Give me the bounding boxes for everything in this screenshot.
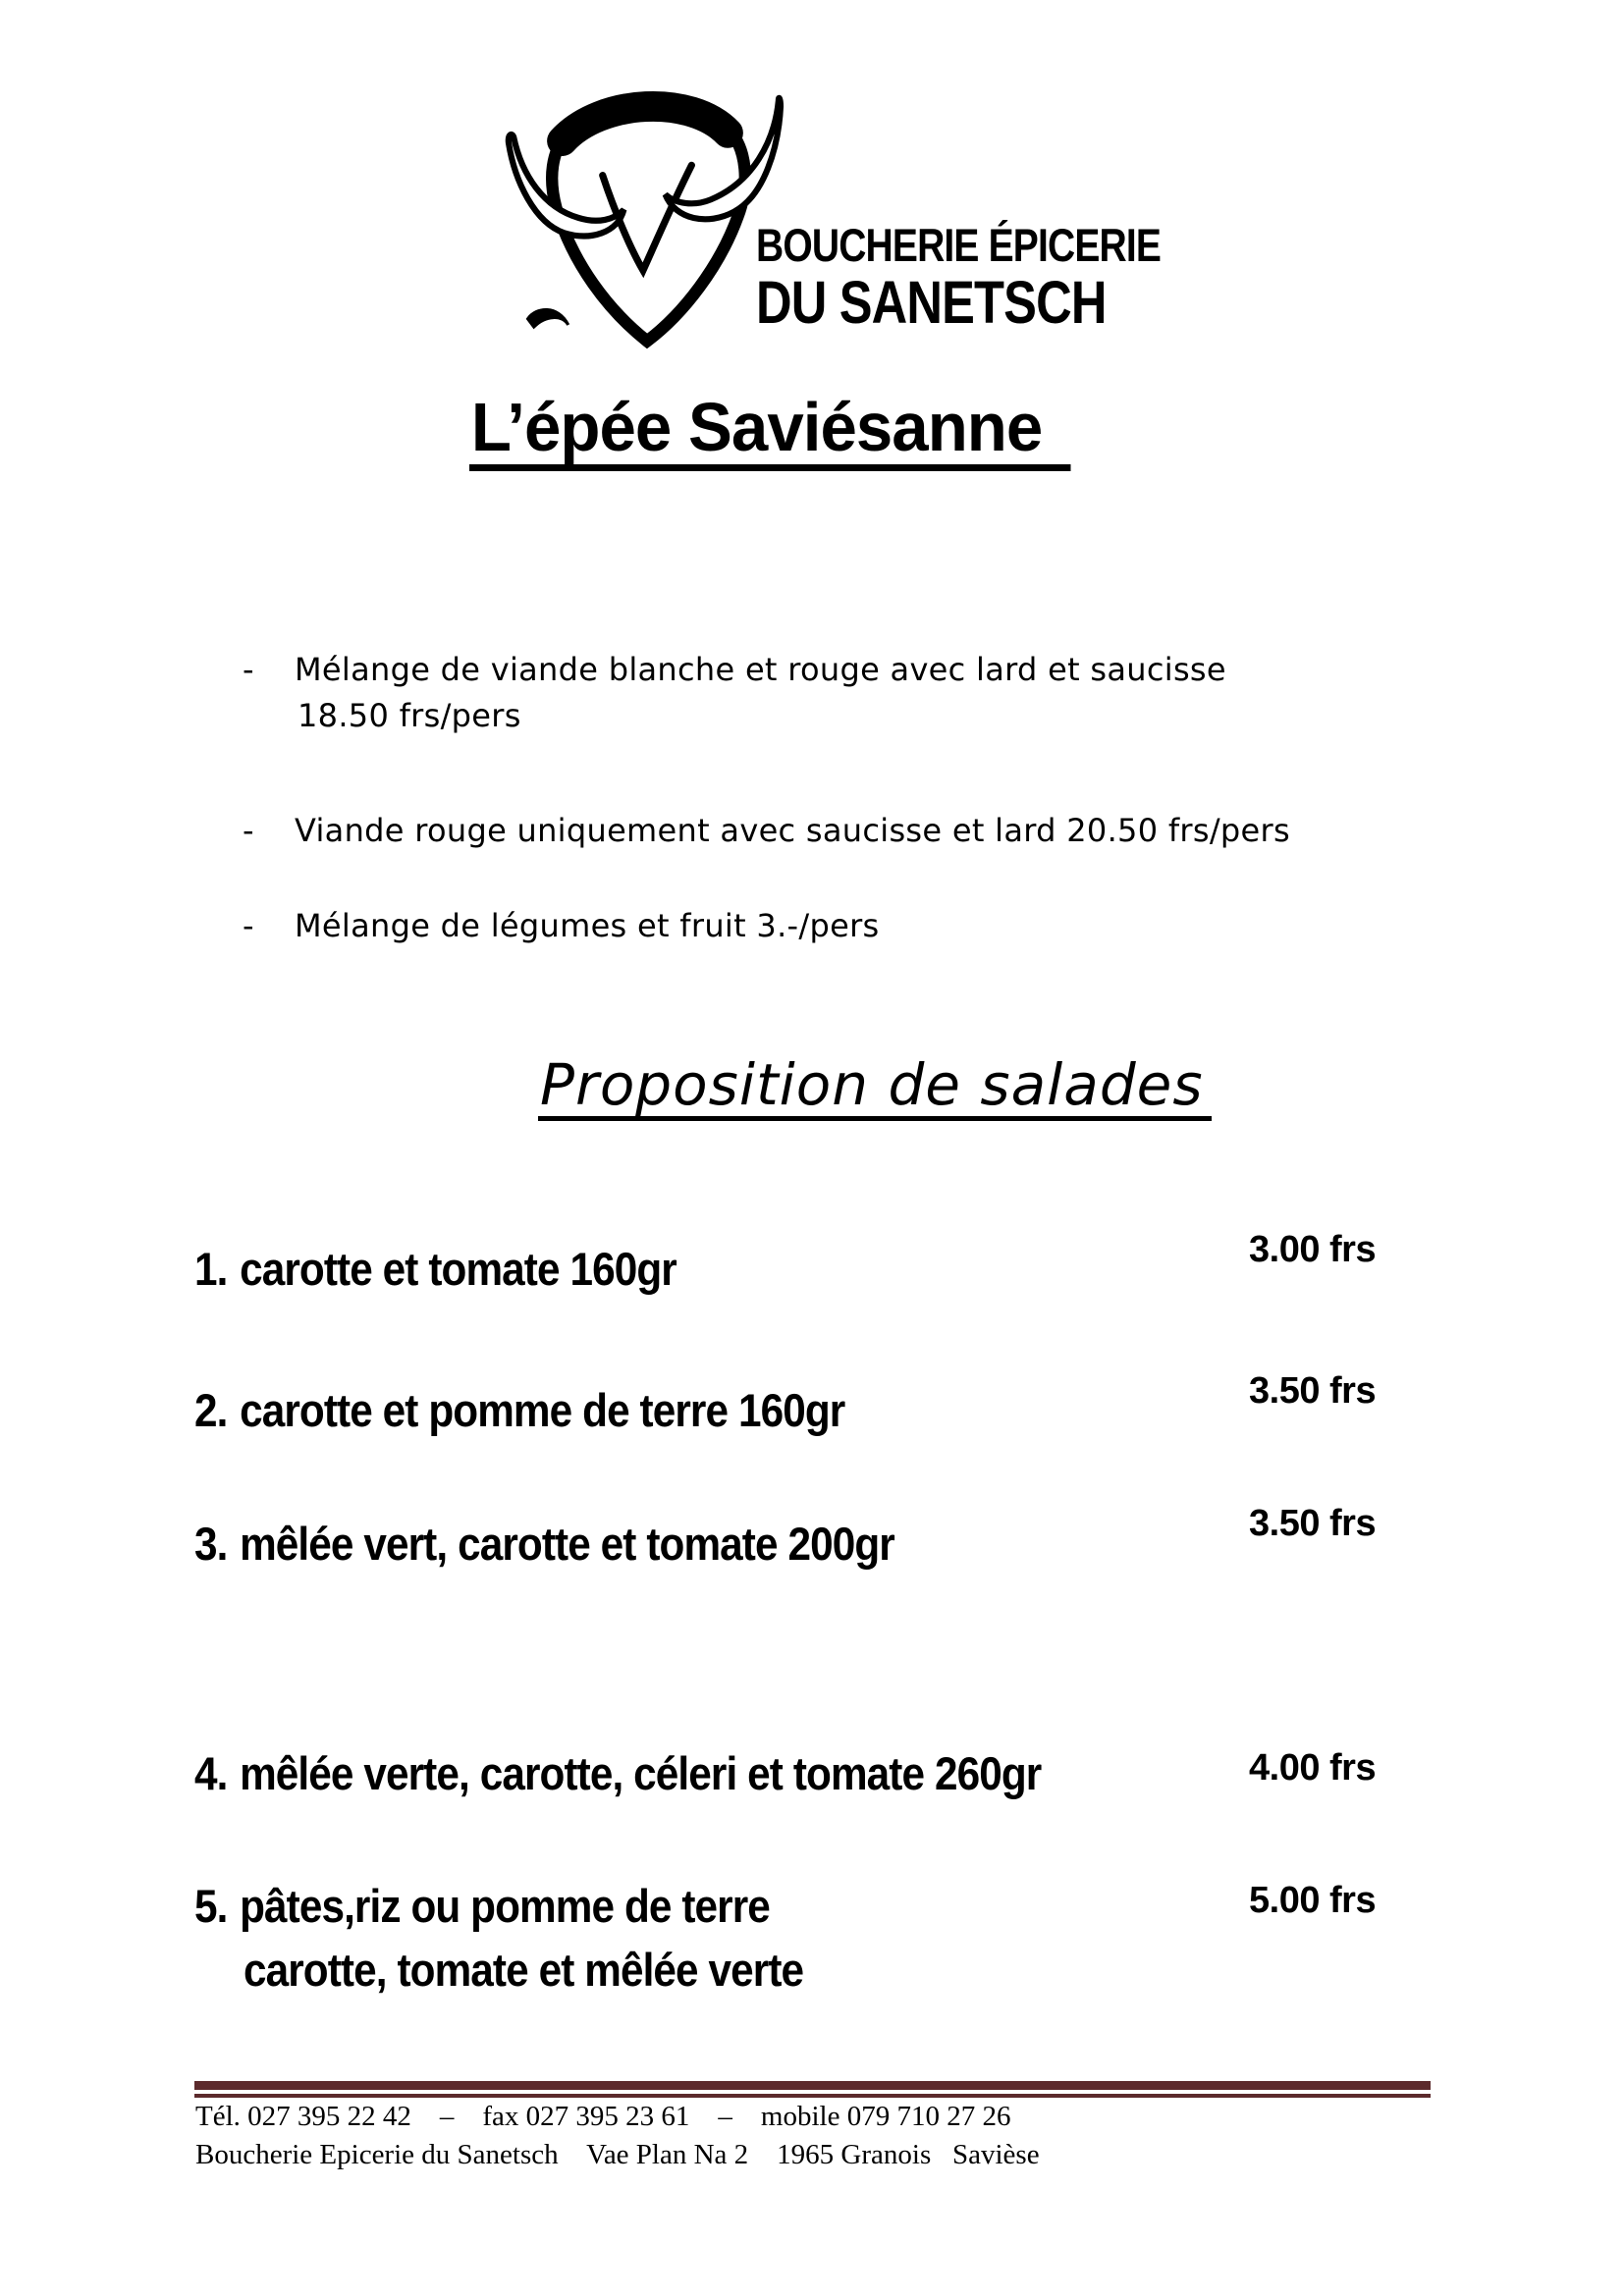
salad-text: mêlée vert, carotte et tomate 200gr	[240, 1518, 894, 1570]
intro-item-text: Mélange de viande blanche et rouge avec lard et saucisse	[295, 651, 1226, 688]
bullet-dash: -	[243, 907, 254, 944]
salad-price: 3.50 frs	[1249, 1370, 1377, 1412]
intro-item	[243, 908, 880, 944]
salad-number: 3.	[194, 1518, 228, 1570]
salad-item	[194, 1881, 770, 1932]
footer-rule-thin	[194, 2094, 1431, 2098]
intro-item	[243, 652, 1226, 688]
brand-name-line2: DU SANETSCH	[756, 269, 1107, 336]
salad-item-line2: carotte, tomate et mêlée verte	[244, 1944, 804, 1996]
intro-item	[243, 813, 1290, 849]
bull-head-logo-icon	[503, 86, 787, 359]
salad-price: 5.00 frs	[1249, 1880, 1377, 1921]
salad-item	[194, 1385, 844, 1436]
salad-price: 3.00 frs	[1249, 1229, 1377, 1270]
brand-name-line1: BOUCHERIE ÉPICERIE	[756, 219, 1162, 271]
bullet-dash: -	[243, 812, 254, 849]
footer-rule-thick	[194, 2081, 1431, 2090]
salad-price: 3.50 frs	[1249, 1503, 1377, 1544]
footer-contacts: Tél. 027 395 22 42 – fax 027 395 23 61 – mobile 079 710 27 26	[195, 2101, 1011, 2132]
salad-item	[194, 1519, 894, 1570]
salad-number: 4.	[194, 1747, 228, 1799]
page-title: L’épée Saviésanne	[469, 393, 1070, 471]
intro-item-price: 18.50 frs/pers	[298, 697, 521, 734]
brand-block	[756, 219, 1243, 336]
salad-text: mêlée verte, carotte, céleri et tomate 260gr	[240, 1747, 1042, 1799]
salad-number: 1.	[194, 1243, 228, 1295]
footer-address: Boucherie Epicerie du Sanetsch Vae Plan Na 2 1965 Granois Savièse	[195, 2139, 1040, 2170]
intro-item-text: Viande rouge uniquement avec saucisse et lard 20.50 frs/pers	[295, 812, 1290, 849]
salad-number: 2.	[194, 1384, 228, 1436]
salad-text: carotte et tomate 160gr	[240, 1243, 677, 1295]
salad-text: pâtes,riz ou pomme de terre	[240, 1880, 770, 1932]
salad-price: 4.00 frs	[1249, 1747, 1377, 1789]
bullet-dash: -	[243, 651, 254, 688]
salad-item	[194, 1244, 677, 1295]
salad-item	[194, 1748, 1041, 1799]
salad-text: carotte et pomme de terre 160gr	[240, 1384, 845, 1436]
intro-item-text: Mélange de légumes et fruit 3.-/pers	[295, 907, 880, 944]
salad-number: 5.	[194, 1880, 228, 1932]
section-title: Proposition de salades	[538, 1056, 1212, 1121]
